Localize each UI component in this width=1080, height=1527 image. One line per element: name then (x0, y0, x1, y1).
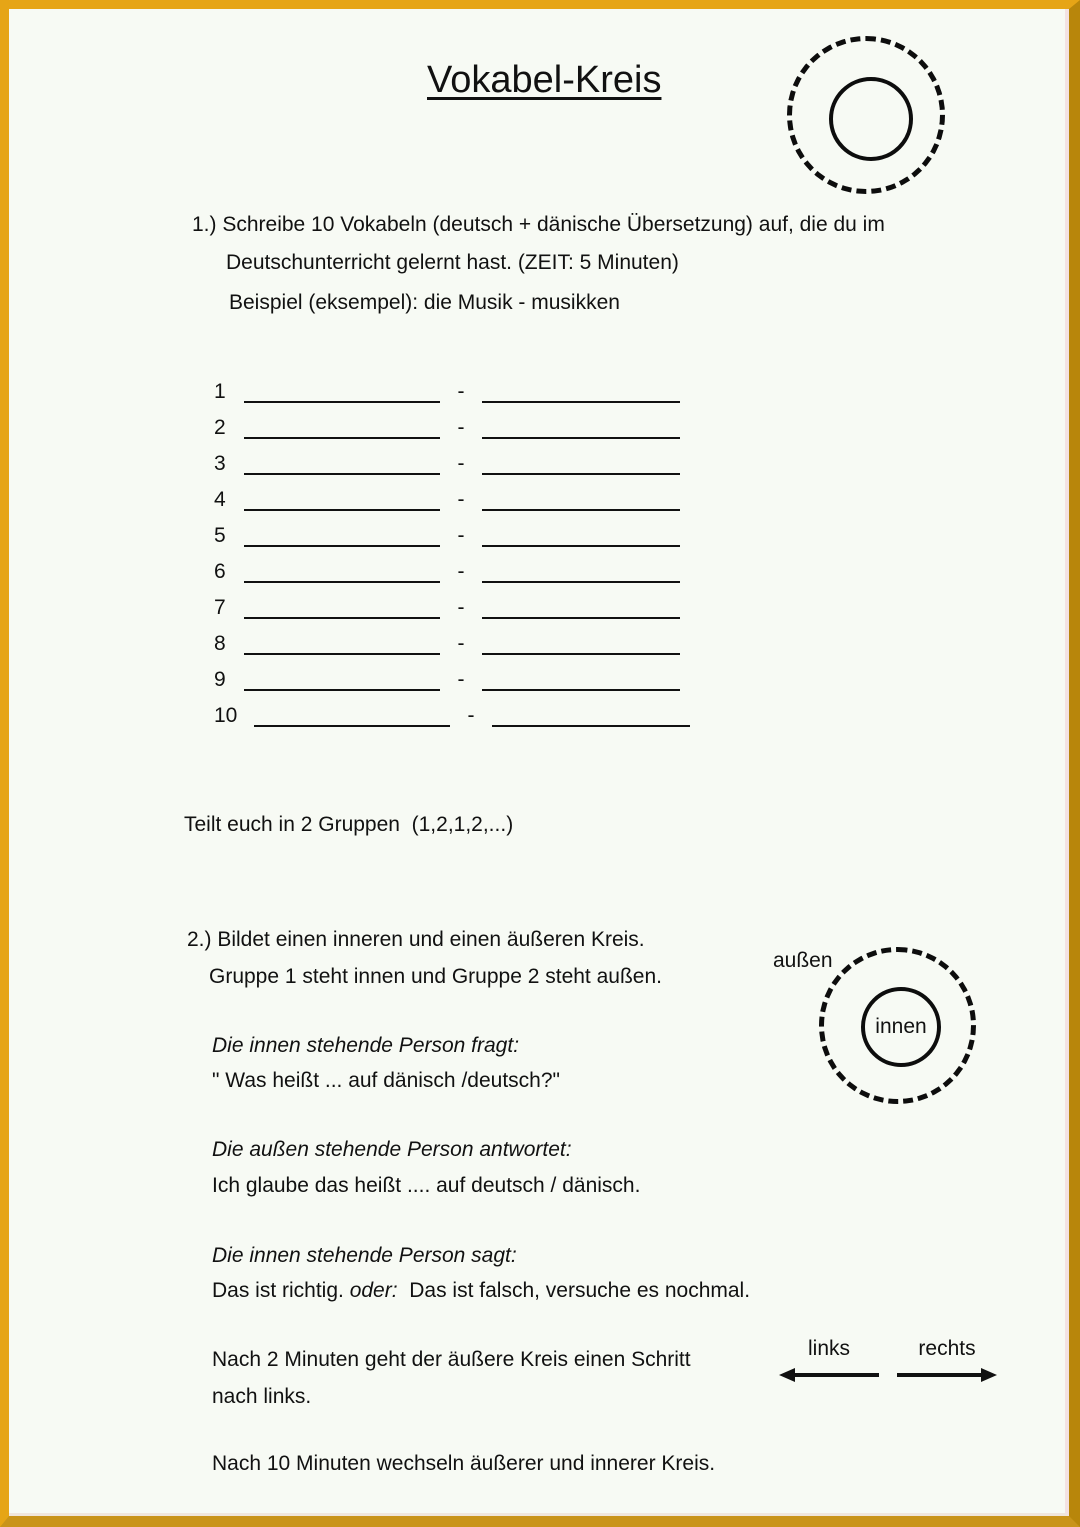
answer-row-number: 3 (214, 452, 226, 475)
german-word-blank[interactable] (244, 491, 440, 511)
danish-word-blank[interactable] (482, 635, 680, 655)
arrow-left-label: links (807, 1337, 850, 1360)
aussen-label: außen (773, 949, 833, 972)
answer-row (214, 655, 714, 691)
arrow-right-icon (897, 1364, 997, 1384)
answer-row-number: 1 (214, 380, 226, 403)
arrow-right-group (897, 1334, 997, 1384)
answer-row-number: 9 (214, 668, 226, 691)
answer-row-separator: - (467, 704, 475, 727)
dialog-2-text: Ich glaube das heißt .... auf deutsch / dänisch. (212, 1174, 641, 1197)
danish-word-blank[interactable] (492, 707, 690, 727)
answer-row-number: 2 (214, 416, 226, 439)
dialog-2-speaker: Die außen stehende Person antwortet: (212, 1138, 572, 1161)
innen-aussen-diagram (769, 939, 1019, 1109)
dialog-1-text: " Was heißt ... auf dänisch /deutsch?" (212, 1069, 560, 1092)
danish-word-blank[interactable] (482, 491, 680, 511)
answer-row (214, 403, 714, 439)
answer-row-separator: - (457, 524, 465, 547)
answer-row (214, 475, 714, 511)
task1-example: Beispiel (eksempel): die Musik - musikken (229, 291, 620, 314)
answer-row-number: 5 (214, 524, 226, 547)
dialog-3-text-part1: Das ist richtig. (212, 1279, 350, 1302)
german-word-blank[interactable] (244, 455, 440, 475)
inner-solid-circle-icon (861, 987, 941, 1067)
german-word-blank[interactable] (244, 563, 440, 583)
answer-row-separator: - (457, 560, 465, 583)
answer-row-separator: - (457, 668, 465, 691)
task1-line2: Deutschunterricht gelernt hast. (ZEIT: 5 Minuten) (226, 251, 679, 274)
task1-line1: 1.) Schreibe 10 Vokabeln (deutsch + dänische Übersetzung) auf, die du im (192, 213, 885, 236)
danish-word-blank[interactable] (482, 383, 680, 403)
direction-arrows (779, 1334, 999, 1414)
page-title: Vokabel-Kreis (427, 59, 662, 101)
answer-row-separator: - (457, 380, 465, 403)
rotation-line1: Nach 2 Minuten geht der äußere Kreis einen Schritt (212, 1348, 691, 1371)
german-word-blank[interactable] (244, 635, 440, 655)
dialog-3-text-part2: Das ist falsch, versuche es nochmal. (397, 1279, 751, 1302)
dialog-1-speaker: Die innen stehende Person fragt: (212, 1034, 520, 1057)
inner-solid-circle-icon (829, 77, 913, 161)
answer-row (214, 691, 714, 727)
task2-line2: Gruppe 1 steht innen und Gruppe 2 steht außen. (209, 965, 662, 988)
vocabulary-answer-lines (214, 367, 714, 727)
dialog-3-text-oder: oder: (349, 1279, 398, 1302)
danish-word-blank[interactable] (482, 419, 680, 439)
danish-word-blank[interactable] (482, 563, 680, 583)
answer-row-number: 6 (214, 560, 226, 583)
german-word-blank[interactable] (244, 599, 440, 619)
answer-row (214, 367, 714, 403)
german-word-blank[interactable] (254, 707, 450, 727)
answer-row-number: 7 (214, 596, 226, 619)
german-word-blank[interactable] (244, 383, 440, 403)
answer-row-separator: - (457, 596, 465, 619)
rotation-line2: nach links. (212, 1385, 312, 1408)
worksheet-sheet (9, 9, 1069, 1516)
answer-row (214, 511, 714, 547)
danish-word-blank[interactable] (482, 455, 680, 475)
answer-row (214, 547, 714, 583)
answer-row-number: 8 (214, 632, 226, 655)
answer-row-number: 4 (214, 488, 226, 511)
answer-row-separator: - (457, 488, 465, 511)
arrow-right-label: rechts (918, 1337, 976, 1360)
answer-row (214, 583, 714, 619)
dialog-3-speaker: Die innen stehende Person sagt: (212, 1244, 517, 1267)
german-word-blank[interactable] (244, 419, 440, 439)
groups-note: Teilt euch in 2 Gruppen (1,2,1,2,...) (184, 813, 514, 836)
answer-row-separator: - (457, 452, 465, 475)
danish-word-blank[interactable] (482, 599, 680, 619)
task2-line1: 2.) Bildet einen inneren und einen äußeren Kreis. (187, 928, 645, 951)
answer-row-separator: - (457, 416, 465, 439)
answer-row-number: 10 (214, 704, 238, 727)
answer-row (214, 619, 714, 655)
arrow-left-icon (779, 1364, 879, 1384)
german-word-blank[interactable] (244, 671, 440, 691)
answer-row (214, 439, 714, 475)
swap-line: Nach 10 Minuten wechseln äußerer und innerer Kreis. (212, 1452, 716, 1475)
answer-row-separator: - (457, 632, 465, 655)
innen-label: innen (875, 1015, 927, 1038)
vokabel-kreis-diagram (781, 31, 961, 201)
danish-word-blank[interactable] (482, 671, 680, 691)
dialog-3-text (212, 1280, 750, 1301)
german-word-blank[interactable] (244, 527, 440, 547)
danish-word-blank[interactable] (482, 527, 680, 547)
arrow-left-group (779, 1334, 879, 1384)
